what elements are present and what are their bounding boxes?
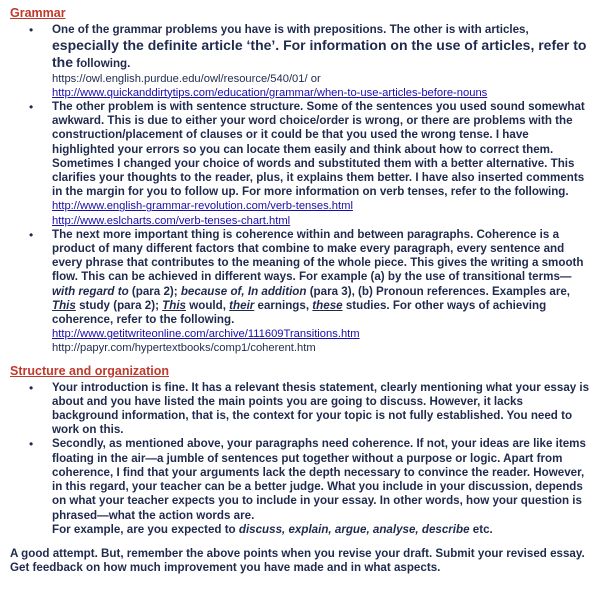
grammar-bullet-1-text [52,23,590,72]
example-their: their [229,298,255,312]
grammar-b1-text-c: following. [76,57,131,71]
structure-heading: Structure and organization [10,363,170,378]
verb-tenses-chart-link[interactable]: http://www.eslcharts.com/verb-tenses-chart.html [52,214,291,227]
bullet-dot-icon: • [29,437,34,452]
structure-bullet-2-example [52,523,590,537]
coherence-text-c: (para 3), (b) Pronoun references. Examples are, [306,284,570,298]
section-spacer [10,356,590,364]
grammar-bullet-2-text: The other problem is with sentence structure. Some of the sentences you used sound somewhat awkward. This is due to either your word choice/order is wrong, or there are problems with the construction/placement of clauses or it could be that you used the wrong tense. I have highlighted your errors so you can locate them easily and think about how to correct them. Sometimes I changed your choice of words and substituted them with a better alternative. This clarifies your thoughts to the reader, plus, it explains them better. I have also inserted comments in the margin for you to follow up. For more information on verb tenses, refer to the following. [52,100,585,199]
grammar-bullet-list [10,23,590,356]
bullet-dot-icon: • [29,100,34,115]
example-this-1: This [52,298,76,312]
bullet-dot-icon: • [29,227,34,242]
bullet-dot-icon: • [29,23,34,37]
getitwriteonline-link[interactable]: http://www.getitwriteonline.com/archive/111609Transitions.htm [52,328,360,341]
closing-remark: A good attempt. But, remember the above points when you revise your draft. Submit your revised essay. Get feedback on how much improvement you have made and in what aspects. [10,546,585,575]
grammar-heading: Grammar [10,6,66,20]
example-with-regard-to: with regard to [52,284,129,298]
example-this-2: This [162,298,187,312]
coherence-text-b: (para 2); [128,284,181,298]
grammar-b1-text-a: One of the grammar problems you have is with prepositions. The other is with articles, [52,23,529,36]
bullet-dot-icon: • [29,380,34,395]
coherence-text-d: study (para 2); [75,298,163,312]
papyr-url: http://papyr.com/hypertextbooks/comp1/coherent.htm [52,342,316,355]
structure-bullet-list [10,381,590,537]
grammar-bullet-3-text [52,228,590,327]
coherence-text-a: The next more important thing is coherence within and between paragraphs. Coherence is a product of many different factors that combine to make every paragraph, every sentence and every phrase that contributes to the meaning of the whole piece. This gives the writing a smooth flow. This can be achieved in different ways. For example (a) by the use of transitional terms— [52,227,584,284]
grammar-bullet-sentence-structure [10,100,590,228]
quickanddirtytips-link[interactable]: http://www.quickanddirtytips.com/education/grammar/when-to-use-articles-before-nouns [52,86,488,99]
feedback-document [10,6,590,575]
example-because-of: because of, In addition [180,284,307,298]
structure-bullet-coherence [10,437,590,536]
structure-bullet-introduction [10,381,590,438]
coherence-text-f: earnings, [254,298,313,312]
action-words-intro: For example, are you expected to [52,522,239,536]
verb-tenses-link[interactable]: http://www.english-grammar-revolution.com/verb-tenses.html [52,200,353,213]
example-these: these [312,298,343,312]
grammar-b1-text-b: especially the definite article ‘the’. For information on the use of articles, refer to the [52,37,587,71]
action-words-etc: etc. [469,522,493,536]
grammar-bullet-coherence [10,228,590,356]
coherence-text-g: studies. For other ways of achieving coherence, refer to the following. [52,298,547,327]
coherence-text-e: would, [186,298,230,312]
action-words-list: discuss, explain, argue, analyse, describe [238,522,470,536]
structure-bullet-2-text: Secondly, as mentioned above, your paragraphs need coherence. If not, your ideas are like items floating in the air—a jumble of sentences put together without a purpose or logic. Apart from coherence, I find that your arguments lack the depth necessary to convince the reader. However, in this regard, your teacher can be a better judge. What you include in your discussion, depends on what your teacher expects you to include in your essay. In other words, how your question is phrased—what the action words are. [52,437,586,522]
purdue-owl-url: https://owl.english.purdue.edu/owl/resource/540/01/ or [52,72,321,85]
structure-bullet-1-text: Your introduction is fine. It has a relevant thesis statement, clearly mentioning what your essay is about and you have listed the main points you are going to discuss. However, it lacks background information, that is, the context for your topic is not fully established. You need to work on this. [52,380,590,437]
grammar-bullet-prepositions [10,23,590,100]
